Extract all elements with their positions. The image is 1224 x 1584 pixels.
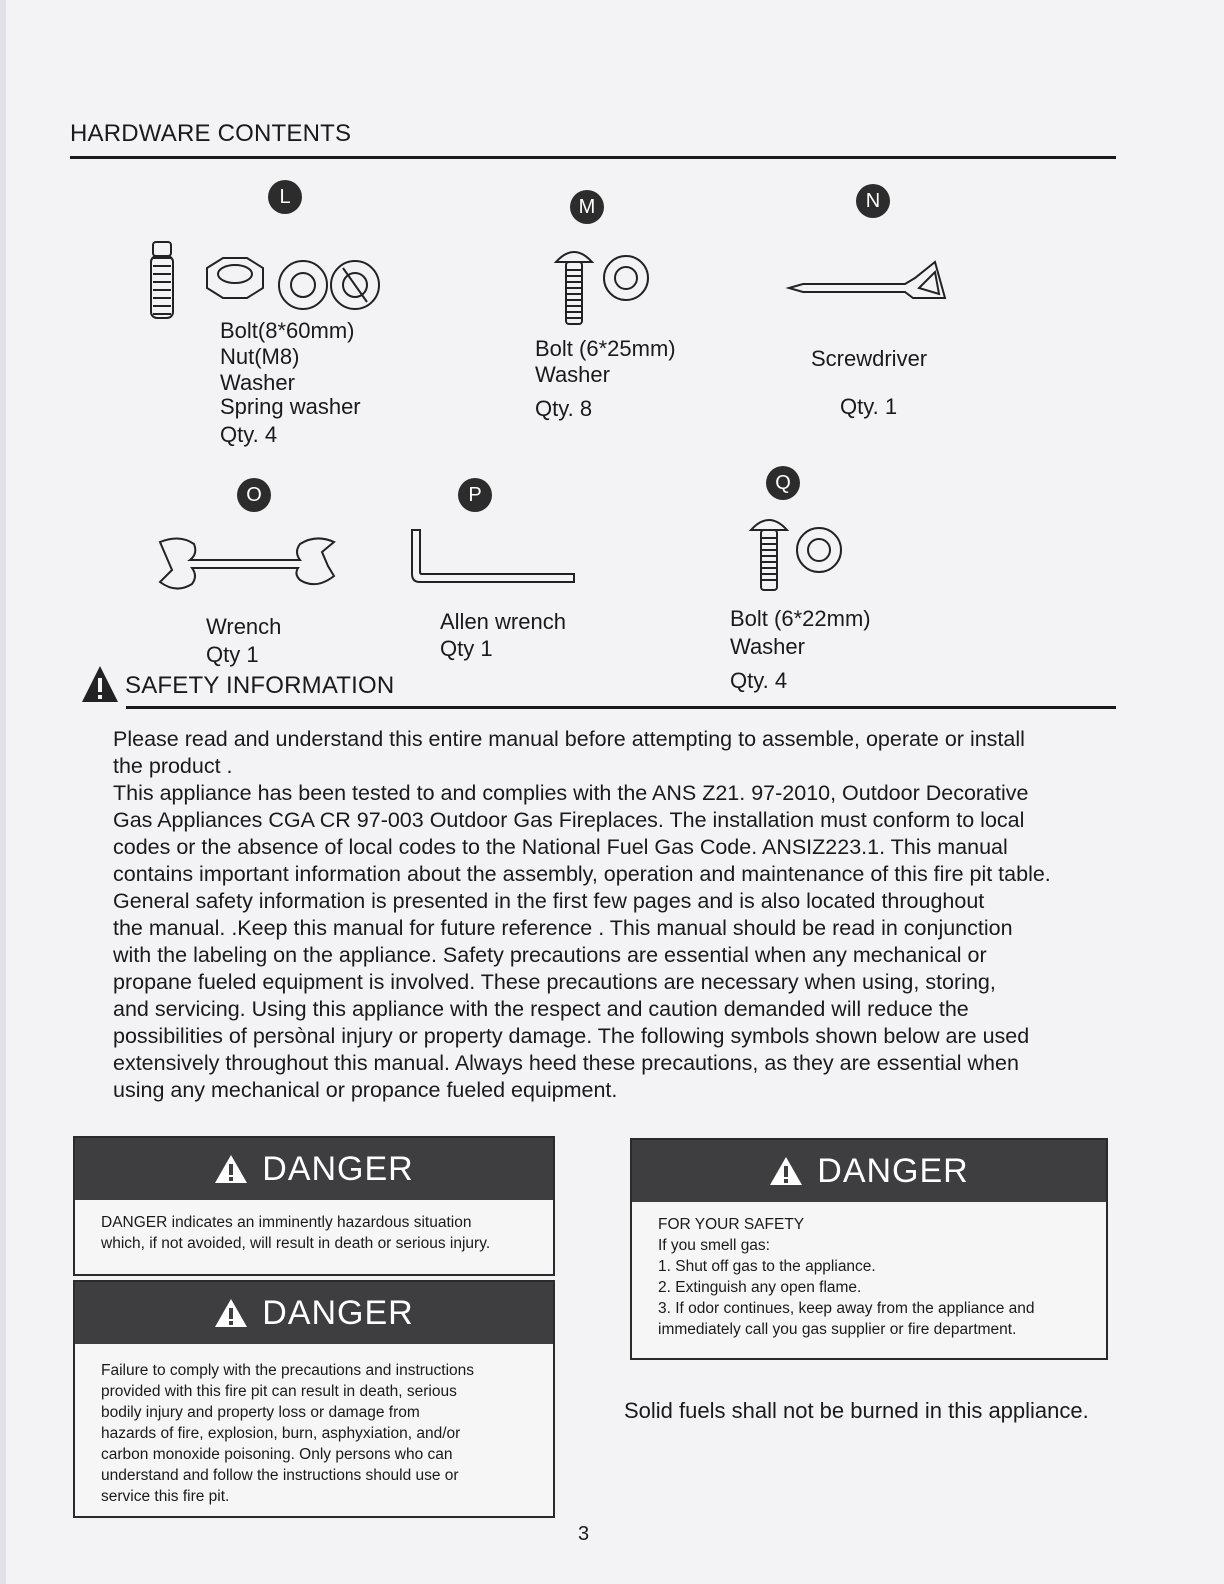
item-p-qty: Qty 1 <box>440 636 493 661</box>
item-m-line-2: Washer <box>535 362 610 387</box>
item-l-line-1: Bolt(8*60mm) <box>220 318 355 343</box>
safety-title-rule <box>126 706 1116 709</box>
danger-box-header <box>75 1138 553 1200</box>
item-badge-n: N <box>856 184 890 218</box>
warning-triangle-icon <box>214 1298 248 1328</box>
item-badge-m: M <box>570 190 604 224</box>
warning-triangle-icon <box>769 1156 803 1186</box>
warning-triangle-icon <box>80 664 120 704</box>
danger-body: Failure to comply with the precautions and instructions provided with this fire pit can result in death, serious bodily injury and property loss or damage from hazards of fire, explosion, burn, asphyxiation, and/or carbon monoxide poisoning. Only persons who can understand and follow the instructions should use or service this fire pit. <box>101 1362 475 1505</box>
danger-body: DANGER indicates an imminently hazardous situation which, if not avoided, will result in death or serious injury. <box>101 1214 491 1252</box>
page-edge <box>0 0 6 1584</box>
solid-fuels-note: Solid fuels shall not be burned in this appliance. <box>624 1398 1089 1423</box>
item-m-qty: Qty. 8 <box>535 396 593 421</box>
safety-information-title: SAFETY INFORMATION <box>125 672 395 699</box>
item-n-line-1: Screwdriver <box>811 346 928 371</box>
danger-heading: DANGER <box>262 1293 414 1332</box>
wrench-icon <box>158 532 338 607</box>
item-l-line-2: Nut(M8) <box>220 344 300 369</box>
item-badge-o: O <box>237 478 271 512</box>
item-o-line-1: Wrench <box>206 614 282 639</box>
danger-body: FOR YOUR SAFETY If you smell gas: 1. Shut off gas to the appliance. 2. Extinguish any open flame. 3. If odor continues, keep away from the appliance and immediately call you gas supplier or fire department. <box>658 1216 1035 1338</box>
item-badge-p: P <box>458 478 492 512</box>
danger-box-definition <box>73 1136 555 1276</box>
danger-heading: DANGER <box>262 1149 414 1188</box>
item-n-qty: Qty. 1 <box>840 394 898 419</box>
allen-wrench-icon <box>408 528 578 588</box>
item-p-line-1: Allen wrench <box>440 609 566 634</box>
danger-box-gas-smell <box>630 1138 1108 1360</box>
danger-box-fire-pit <box>73 1280 555 1518</box>
item-badge-q: Q <box>766 466 800 500</box>
item-q-qty: Qty. 4 <box>730 668 788 693</box>
page-number: 3 <box>578 1523 590 1545</box>
item-q-line-1: Bolt (6*22mm) <box>730 606 871 631</box>
warning-triangle-icon <box>214 1154 248 1184</box>
danger-box-header <box>632 1140 1106 1202</box>
bolt-washer-small-icon <box>745 508 855 598</box>
bolt-washer-icon <box>550 240 660 330</box>
item-l-line-3: Washer <box>220 370 295 395</box>
item-m-line-1: Bolt (6*25mm) <box>535 336 676 361</box>
hardware-title-rule <box>70 156 1116 159</box>
danger-box-header <box>75 1282 553 1344</box>
item-badge-l: L <box>268 180 302 214</box>
safety-intro-text: Please read and understand this entire manual before attempting to assemble, operate or install the product . This appliance has been tested to and complies with the ANS Z21. 97-2010, Outdoor Decorative Gas Appliances CGA CR 97-003 Outdoor Gas Fireplaces. The installation must conform to local codes or the absence of local codes to the National Fuel Gas Code. ANSIZ223.1. This manual contains important information about the assembly, operation and maintenance of this fire pit table. General safety information is presented in the first few pages and is also located throughout the manual. .Keep this manual for future reference . This manual should be read in conjunction with the labeling on the appliance. Safety precautions are essential when any mechanical or propane fueled equipment is involved. These precautions are necessary when using, storing, and servicing. Using this appliance with the respect and caution demanded will reduce the possibilities of persònal injury or property damage. The following symbols shown below are used extensively throughout this manual. Always heed these precautions, as they are essential when using any mechanical or propance fueled equipment. <box>113 727 1051 1102</box>
item-l-qty: Qty. 4 <box>220 422 278 447</box>
screwdriver-icon <box>785 258 950 313</box>
item-l-line-4: Spring washer <box>220 394 361 419</box>
danger-heading: DANGER <box>817 1151 969 1190</box>
item-o-qty: Qty 1 <box>206 642 259 667</box>
item-q-line-2: Washer <box>730 634 805 659</box>
hardware-contents-title: HARDWARE CONTENTS <box>70 120 352 147</box>
